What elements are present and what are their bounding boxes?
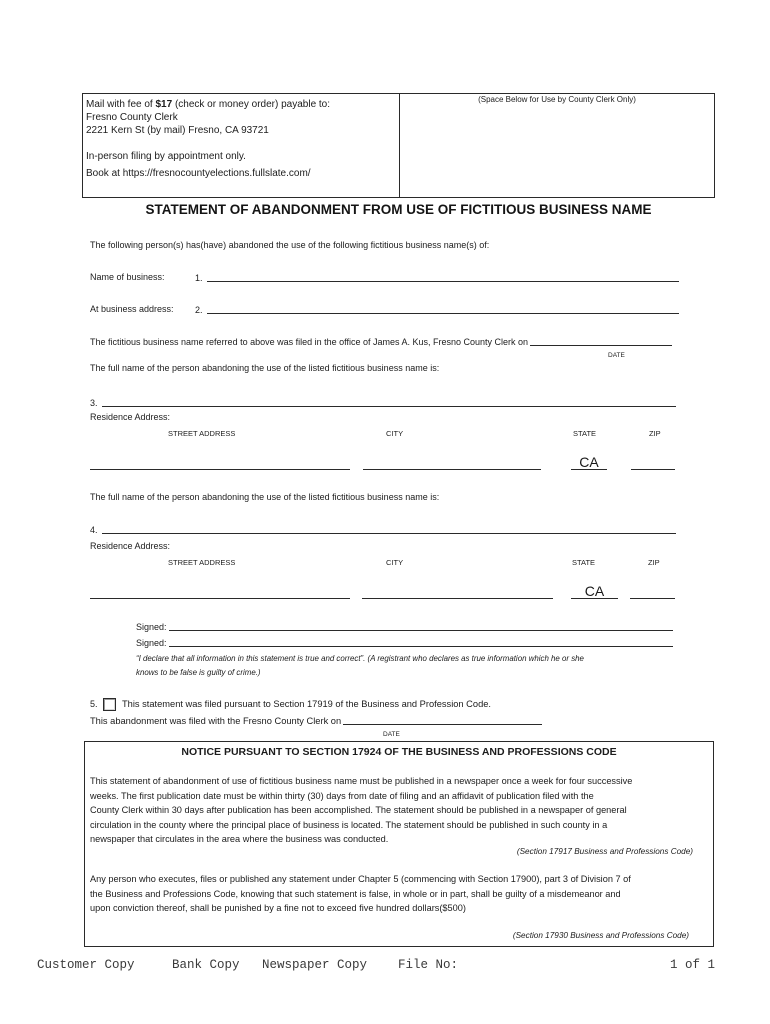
clerk-use-note: (Space Below for Use by County Clerk Only) <box>478 95 636 104</box>
notice-box <box>84 741 714 947</box>
notice-paragraph-line: upon conviction thereof, shall be punished by a fine not to exceed five hundred dollars($500) <box>90 903 466 913</box>
city-field[interactable] <box>362 583 553 599</box>
notice-paragraph <box>90 872 631 916</box>
notice-citation: (Section 17917 Business and Professions Code) <box>516 847 693 856</box>
registrant-name-row <box>90 396 676 408</box>
column-label-state: STATE <box>572 558 596 567</box>
registrant-intro: The full name of the person abandoning the use of the listed fictitious business name is: <box>90 363 440 373</box>
original-filing-text: The fictitious business name referred to above was filed in the office of James A. Kus, Fresno County Clerk on <box>90 337 529 347</box>
signature-label: Signed: <box>136 638 167 648</box>
business-address-number: 2. <box>195 305 203 315</box>
state-field[interactable]: CA <box>571 583 618 599</box>
notice-paragraph-line: This statement of abandonment of use of fictitious business name must be published in a newspaper once a week for four successive <box>90 776 633 786</box>
footer-copy-label: Customer Copy <box>37 958 135 972</box>
column-label-zip: ZIP <box>649 429 661 438</box>
abandonment-date-caption: DATE <box>383 731 400 738</box>
filed-pursuant-checkbox[interactable] <box>103 698 116 711</box>
fee-amount: $17 <box>155 99 173 110</box>
signature-field[interactable] <box>169 620 673 631</box>
footer-copy-label: Bank Copy <box>172 958 240 972</box>
mailing-fee-prefix: Mail with fee of <box>86 99 153 110</box>
original-filing-date-field[interactable] <box>530 335 672 346</box>
notice-title: NOTICE PURSUANT TO SECTION 17924 OF THE BUSINESS AND PROFESSIONS CODE <box>181 746 617 758</box>
signature-row <box>136 636 673 648</box>
mailing-instructions <box>86 100 330 110</box>
section-5-number: 5. <box>90 699 98 709</box>
business-name-label: Name of business: <box>90 272 165 282</box>
zip-field[interactable] <box>631 454 675 470</box>
registrant-intro: The full name of the person abandoning the use of the listed fictitious business name is: <box>90 492 440 502</box>
business-name-number: 1. <box>195 273 203 283</box>
column-label-street: STREET ADDRESS <box>168 429 236 438</box>
registrant-name-row <box>90 523 676 535</box>
box-divider <box>399 94 400 197</box>
original-filing-row <box>90 335 672 347</box>
abandonment-filed-text: This abandonment was filed with the Fresno County Clerk on <box>90 715 342 726</box>
zip-field[interactable] <box>630 583 675 599</box>
notice-paragraph <box>90 774 632 847</box>
signature-field[interactable] <box>169 636 673 647</box>
intro-text: The following person(s) has(have) abandoned the use of the following fictitious business name(s) of: <box>90 240 490 250</box>
booking-url-text: Book at https://fresnocountyelections.fullslate.com/ <box>86 168 311 179</box>
notice-citation: (Section 17930 Business and Professions Code) <box>512 931 689 940</box>
registrant-name-field[interactable] <box>102 523 676 534</box>
footer-copy-label: Newspaper Copy <box>262 958 368 972</box>
abandonment-filed-row <box>90 714 542 726</box>
street-address-field[interactable] <box>90 583 350 599</box>
notice-paragraph-line: Any person who executes, files or published any statement under Chapter 5 (commencing with Section 17900), part 3 of Division 7 of <box>90 874 631 884</box>
signature-label: Signed: <box>136 622 167 632</box>
column-label-state: STATE <box>573 429 597 438</box>
notice-paragraph-line: the Business and Professions Code, knowing that such statement is false, in whole or in part, shall be guilty of a misdemeanor and <box>90 888 621 899</box>
city-field[interactable] <box>363 454 541 470</box>
business-address-field[interactable] <box>207 303 679 314</box>
business-name-field[interactable] <box>207 271 679 282</box>
notice-paragraph-line: County Clerk within 30 days after publication has been accomplished. The statement should be published in a newspaper of general <box>90 805 627 815</box>
notice-paragraph-line: newspaper that circulates in the area where the business was conducted. <box>90 834 389 844</box>
notice-paragraph-line: weeks. The first publication date must be within thirty (30) days from date of filing and an affidavit of publication filed with the <box>90 790 594 801</box>
page-indicator: 1 of 1 <box>670 958 716 972</box>
registrant-number: 4. <box>90 525 98 535</box>
business-address-label: At business address: <box>90 304 174 314</box>
street-address-field[interactable] <box>90 454 350 470</box>
form-title: STATEMENT OF ABANDONMENT FROM USE OF FICTITIOUS BUSINESS NAME <box>145 202 652 217</box>
notice-paragraph-line: circulation in the county where the principal place of business is located. The statement should be published in such county in a <box>90 819 608 830</box>
registrant-name-field[interactable] <box>102 396 676 407</box>
filed-pursuant-text: This statement was filed pursuant to Section 17919 of the Business and Profession Code. <box>122 699 491 709</box>
in-person-note: In-person filing by appointment only. <box>86 151 246 162</box>
clerk-info-box <box>82 93 715 198</box>
original-filing-date-caption: DATE <box>608 352 625 359</box>
declaration-text: “I declare that all information in this statement is true and correct”. (A registrant who declares as true information which he or she <box>136 654 584 663</box>
declaration-text: knows to be false is guilty of crime.) <box>136 668 261 677</box>
mailing-fee-suffix: (check or money order) payable to: <box>174 99 331 110</box>
residence-address-label: Residence Address: <box>90 541 171 551</box>
abandonment-date-field[interactable] <box>343 714 542 725</box>
business-address-row <box>195 303 679 315</box>
column-label-street: STREET ADDRESS <box>168 558 236 567</box>
business-name-row <box>195 271 679 283</box>
signature-row <box>136 620 673 632</box>
registrant-number: 3. <box>90 398 98 408</box>
file-number-label: File No: <box>398 958 459 972</box>
mailing-address: 2221 Kern St (by mail) Fresno, CA 93721 <box>86 125 269 136</box>
state-field[interactable]: CA <box>571 454 607 470</box>
payee-name: Fresno County Clerk <box>86 112 178 123</box>
column-label-city: CITY <box>386 558 404 567</box>
column-label-zip: ZIP <box>648 558 660 567</box>
column-label-city: CITY <box>386 429 404 438</box>
residence-address-label: Residence Address: <box>90 412 171 422</box>
